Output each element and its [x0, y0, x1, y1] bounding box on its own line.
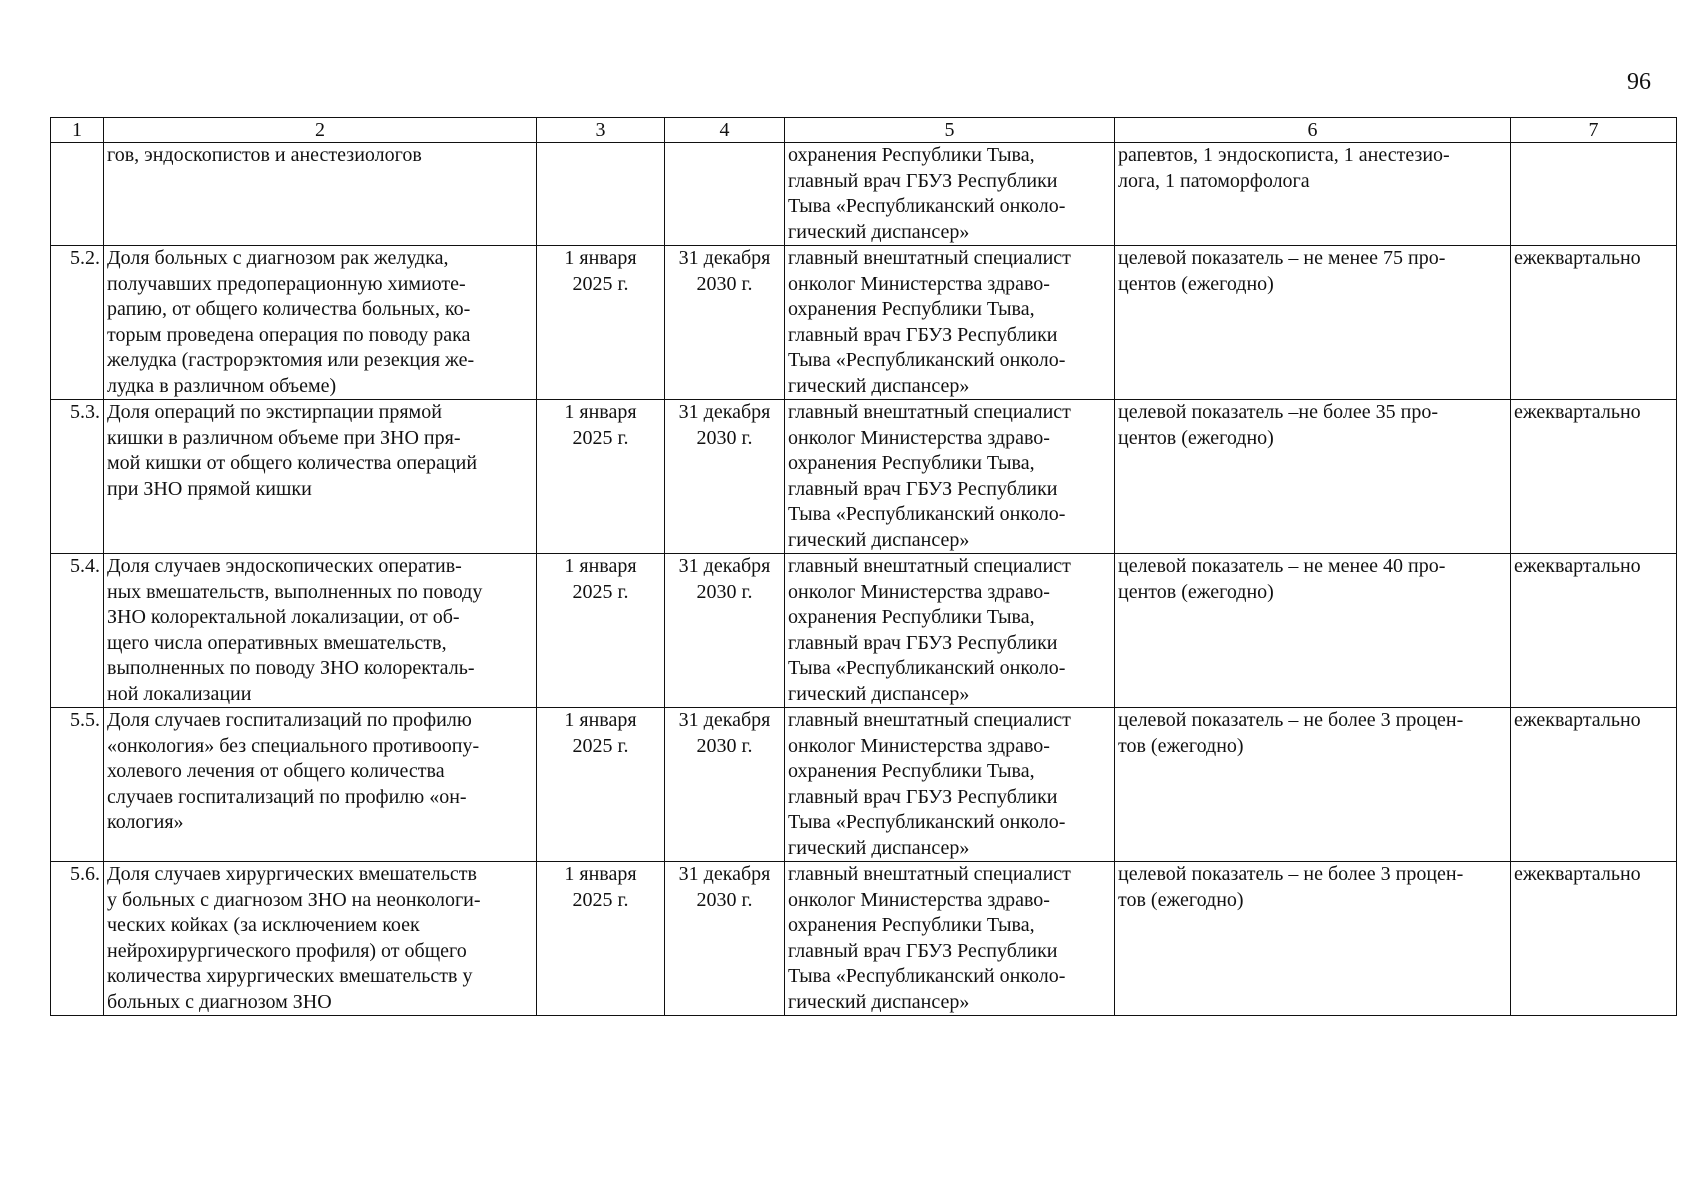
row-number: 5.4. — [51, 554, 104, 708]
indicator-cell: Доля случаев хирургических вмешательств у больных с диагнозом ЗНО на неонкологи- ческих койках (за исключением коек нейрохирургического профиля) от общего количества хирургических вмешательств у больных с диагнозом ЗНО — [104, 862, 537, 1016]
frequency-cell: ежеквартально — [1511, 708, 1677, 862]
row-number: 5.2. — [51, 246, 104, 400]
table-row — [51, 862, 1677, 1016]
responsible-cell: главный внештатный специалист онколог Министерства здраво- охранения Республики Тыва, главный врач ГБУЗ Республики Тыва «Республиканский онколо- гический диспансер» — [785, 400, 1115, 554]
start-date-cell: 1 января 2025 г. — [537, 246, 665, 400]
indicator-cell: Доля больных с диагнозом рак желудка, получавших предоперационную химиоте- рапию, от общего количества больных, ко- торым проведена операция по поводу рака желудка (гастрорэктомия или резекция же- лудка в различном объеме) — [104, 246, 537, 400]
responsible-cell: главный внештатный специалист онколог Министерства здраво- охранения Республики Тыва, главный врач ГБУЗ Республики Тыва «Республиканский онколо- гический диспансер» — [785, 246, 1115, 400]
frequency-cell: ежеквартально — [1511, 862, 1677, 1016]
end-date-cell: 31 декабря 2030 г. — [665, 862, 785, 1016]
end-date-cell: 31 декабря 2030 г. — [665, 400, 785, 554]
header-col-1: 1 — [51, 118, 104, 143]
row-number: 5.5. — [51, 708, 104, 862]
page-number: 96 — [1627, 69, 1651, 95]
frequency-cell — [1511, 143, 1677, 246]
frequency-cell: ежеквартально — [1511, 554, 1677, 708]
row-number: 5.3. — [51, 400, 104, 554]
start-date-cell: 1 января 2025 г. — [537, 554, 665, 708]
header-col-2: 2 — [104, 118, 537, 143]
header-col-3: 3 — [537, 118, 665, 143]
target-cell: целевой показатель – не более 3 процен- тов (ежегодно) — [1115, 708, 1511, 862]
responsible-cell: главный внештатный специалист онколог Министерства здраво- охранения Республики Тыва, главный врач ГБУЗ Республики Тыва «Республиканский онколо- гический диспансер» — [785, 862, 1115, 1016]
table-row — [51, 400, 1677, 554]
start-date-cell — [537, 143, 665, 246]
indicator-cell: Доля случаев госпитализаций по профилю «онкология» без специального противоопу- холевого лечения от общего количества случаев госпитализаций по профилю «он- кология» — [104, 708, 537, 862]
responsible-cell: охранения Республики Тыва, главный врач ГБУЗ Республики Тыва «Республиканский онколо- гический диспансер» — [785, 143, 1115, 246]
target-cell: целевой показатель –не более 35 про- центов (ежегодно) — [1115, 400, 1511, 554]
start-date-cell: 1 января 2025 г. — [537, 708, 665, 862]
end-date-cell: 31 декабря 2030 г. — [665, 554, 785, 708]
plan-table — [50, 117, 1677, 1016]
table-row — [51, 246, 1677, 400]
end-date-cell: 31 декабря 2030 г. — [665, 246, 785, 400]
header-col-6: 6 — [1115, 118, 1511, 143]
row-number: 5.6. — [51, 862, 104, 1016]
table-row — [51, 554, 1677, 708]
indicator-cell: гов, эндоскопистов и анестезиологов — [104, 143, 537, 246]
table-row-continuation — [51, 143, 1677, 246]
start-date-cell: 1 января 2025 г. — [537, 400, 665, 554]
start-date-cell: 1 января 2025 г. — [537, 862, 665, 1016]
indicator-cell: Доля случаев эндоскопических оператив- ных вмешательств, выполненных по поводу ЗНО колоректальной локализации, от об- щего числа оперативных вмешательств, выполненных по поводу ЗНО колоректаль- ной локализации — [104, 554, 537, 708]
responsible-cell: главный внештатный специалист онколог Министерства здраво- охранения Республики Тыва, главный врач ГБУЗ Республики Тыва «Республиканский онколо- гический диспансер» — [785, 554, 1115, 708]
header-col-5: 5 — [785, 118, 1115, 143]
target-cell: целевой показатель – не менее 75 про- центов (ежегодно) — [1115, 246, 1511, 400]
frequency-cell: ежеквартально — [1511, 400, 1677, 554]
table-row — [51, 708, 1677, 862]
end-date-cell: 31 декабря 2030 г. — [665, 708, 785, 862]
frequency-cell: ежеквартально — [1511, 246, 1677, 400]
row-number — [51, 143, 104, 246]
target-cell: целевой показатель – не более 3 процен- тов (ежегодно) — [1115, 862, 1511, 1016]
responsible-cell: главный внештатный специалист онколог Министерства здраво- охранения Республики Тыва, главный врач ГБУЗ Республики Тыва «Республиканский онколо- гический диспансер» — [785, 708, 1115, 862]
target-cell: рапевтов, 1 эндоскописта, 1 анестезио- лога, 1 патоморфолога — [1115, 143, 1511, 246]
target-cell: целевой показатель – не менее 40 про- центов (ежегодно) — [1115, 554, 1511, 708]
header-col-4: 4 — [665, 118, 785, 143]
indicator-cell: Доля операций по экстирпации прямой кишки в различном объеме при ЗНО пря- мой кишки от общего количества операций при ЗНО прямой кишки — [104, 400, 537, 554]
header-col-7: 7 — [1511, 118, 1677, 143]
end-date-cell — [665, 143, 785, 246]
header-row — [51, 118, 1677, 143]
